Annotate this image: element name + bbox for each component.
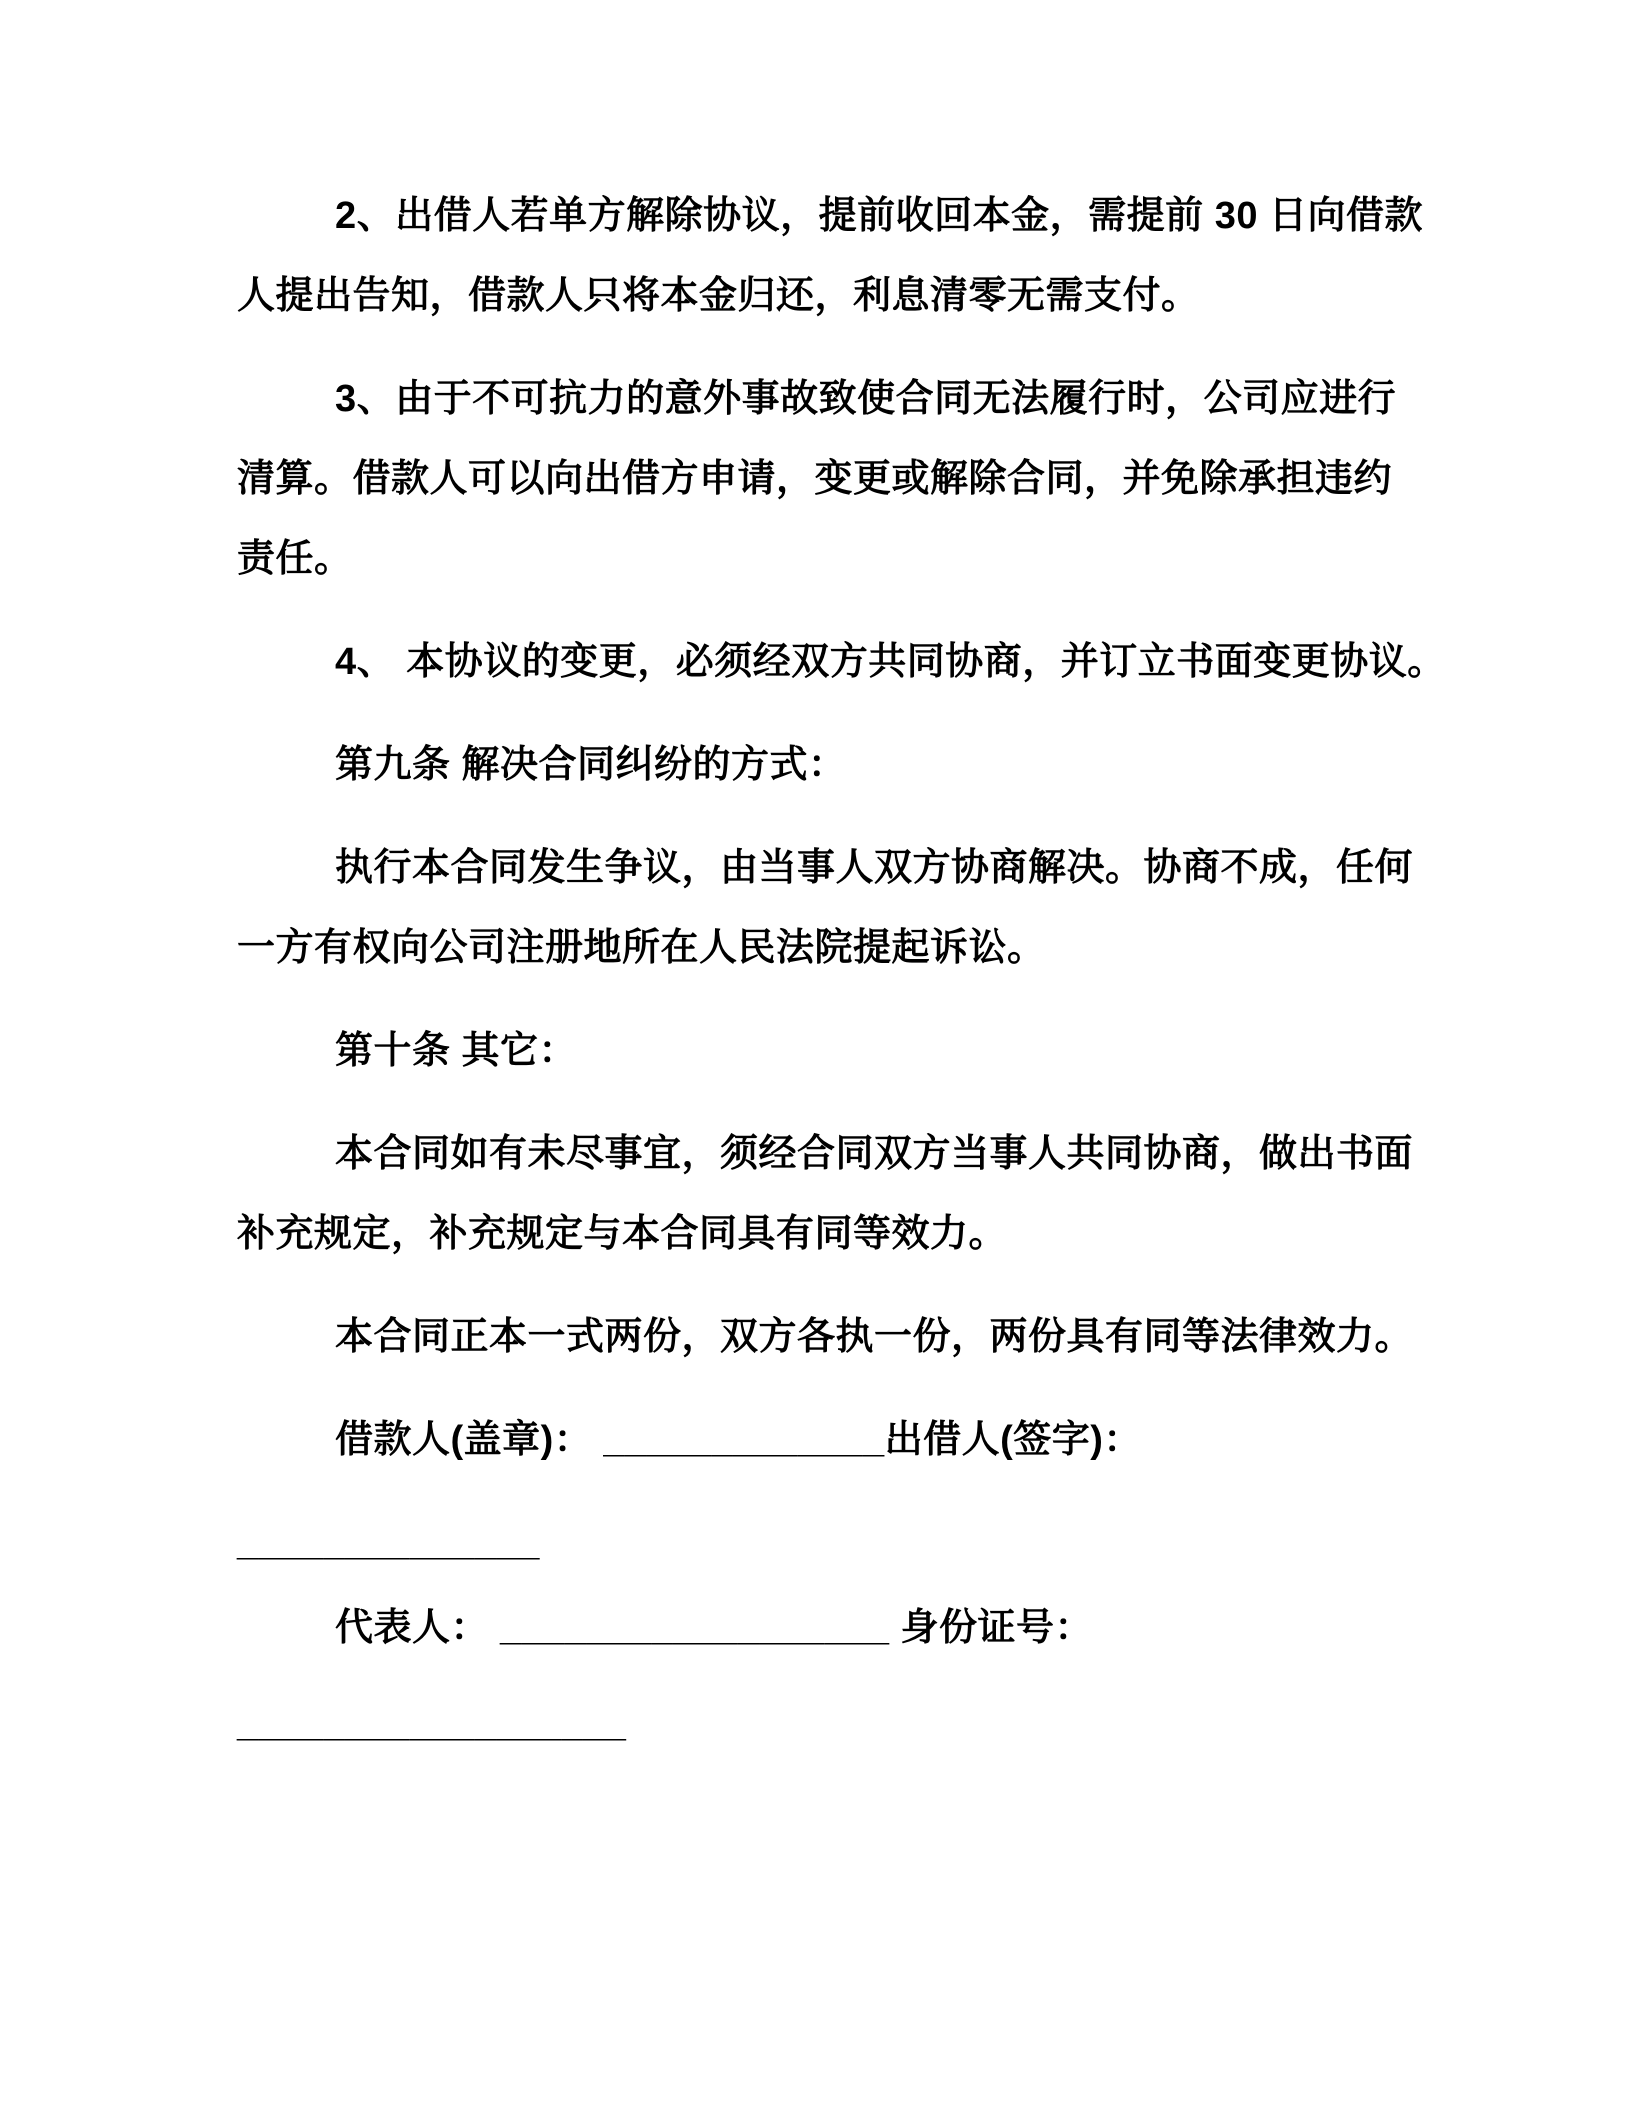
clause-3-line-1: 3、由于不可抗力的意外事故致使合同无法履行时，公司应进行 <box>335 378 1397 420</box>
representative-id-line: 代表人： __________________ 身份证号： <box>335 1607 1094 1649</box>
article-9-body-line-2: 一方有权向公司注册地所在人民法院提起诉讼。 <box>237 927 1046 969</box>
article-9-body-paragraph <box>237 828 1532 988</box>
article-10-body-2-line-1: 本合同正本一式两份，双方各执一份，两份具有同等法律效力。 <box>335 1316 1414 1358</box>
article-10-body-1-line-1: 本合同如有未尽事宜，须经合同双方当事人共同协商，做出书面 <box>335 1133 1414 1175</box>
borrower-seal-lender-sign-line: 借款人(盖章)： _____________出借人(签字)： <box>335 1419 1142 1461</box>
article-10-body-1-line-2: 补充规定，补充规定与本合同具有同等效力。 <box>237 1213 1008 1255</box>
signature-borrower-lender-paragraph <box>237 1400 1532 1480</box>
clause-2-line-2: 人提出告知，借款人只将本金归还，利息清零无需支付。 <box>237 275 1200 317</box>
signature-blank-line-2: __________________ <box>237 1703 627 1745</box>
representative-id-paragraph <box>237 1588 1532 1668</box>
article-9-body-line-1: 执行本合同发生争议，由当事人双方协商解决。协商不成，任何 <box>335 847 1414 889</box>
clause-2-paragraph <box>237 176 1532 336</box>
clause-3-line-3: 责任。 <box>237 538 353 580</box>
signature-blank-paragraph-1 <box>237 1503 1532 1583</box>
clause-4-line-1: 4、 本协议的变更，必须经双方共同协商，并订立书面变更协议。 <box>335 641 1446 683</box>
clause-2-line-1: 2、出借人若单方解除协议，提前收回本金，需提前 30 日向借款 <box>335 195 1424 237</box>
article-10-heading <box>237 1011 1532 1091</box>
clause-3-paragraph <box>237 359 1532 599</box>
clause-3-line-2: 清算。借款人可以向出借方申请，变更或解除合同，并免除承担违约 <box>237 458 1393 500</box>
article-10-body-paragraph-2 <box>237 1297 1532 1377</box>
article-10-heading-line: 第十条 其它： <box>335 1030 578 1072</box>
article-9-heading-line: 第九条 解决合同纠纷的方式： <box>335 744 847 786</box>
article-10-body-paragraph-1 <box>237 1114 1532 1274</box>
clause-4-paragraph <box>237 622 1532 702</box>
article-9-heading <box>237 725 1532 805</box>
signature-blank-paragraph-2 <box>237 1684 1532 1764</box>
signature-blank-line-1: ______________ <box>237 1522 540 1564</box>
